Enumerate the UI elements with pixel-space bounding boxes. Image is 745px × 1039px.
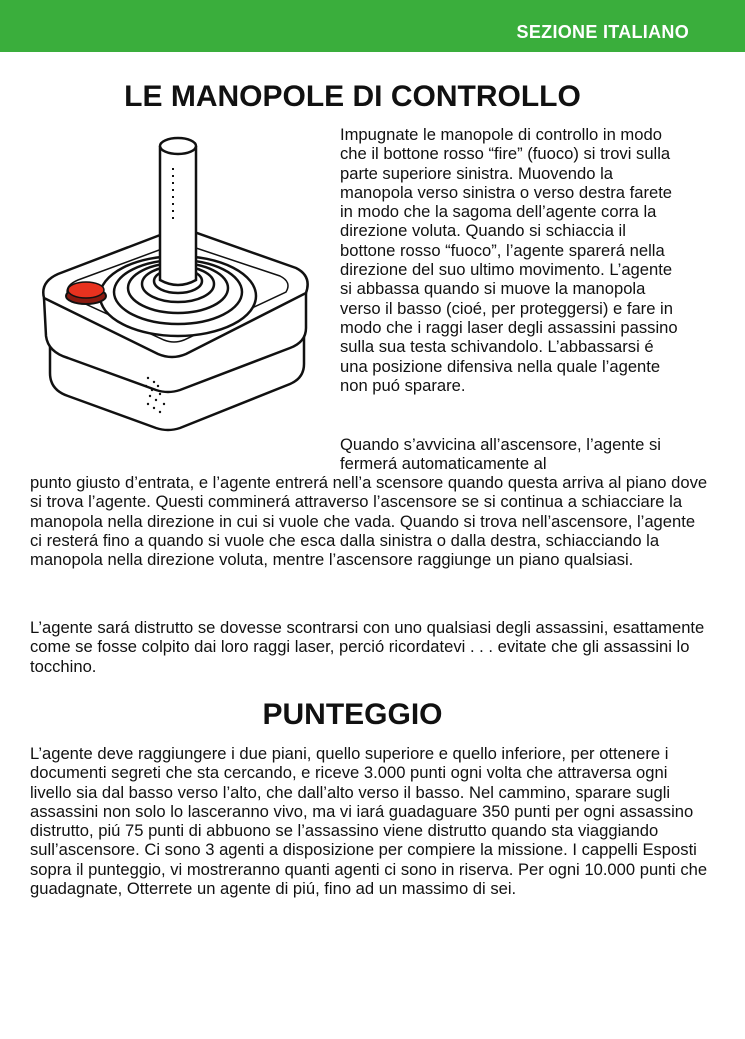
fire-button-icon xyxy=(68,282,104,298)
scoring-paragraph: L’agente deve raggiungere i due piani, quello superiore e quello inferiore, per ottenere i documenti segreti che sta cercando, e riceve 3.000 punti ogni volta che attraversa ogni livello sia dal basso verso l’alto, che dall’alto verso il basso. Nel cammino, sparare sugli assassini non solo lo lasceranno vivo, ma vi iará guadaguare 350 punti per ogni assassino distrutto, piú 75 punti di abbuono se l’assassino viene distrutto quando sta viaggiando sull’ascensore. Ci sono 3 agenti a disposizione per compiere la missione. I cappelli Esposti sopra il punteggio, vi mostreranno quanti agenti ci sono in riserva. Per ogni 10.000 punti che guadagnate, Otterrete un agente di piú, fino ad un massimo di sei. xyxy=(30,744,708,899)
scoring-title: PUNTEGGIO xyxy=(262,698,443,731)
controls-paragraph-2-start: Quando s’avvicina all’ascensore, l’agente si fermerá automaticamente al xyxy=(340,435,661,474)
controls-paragraph-2-rest: punto giusto d’entrata, e l’agente entrerá nell’a scensore quando questa arriva al piano dove si trova l’agente. Questi comminerá attraverso l’ascensore se si continua a schiacciare la manopola nella direzione in cui si vuole che vada. Quando si trova nell’ascensore, l’agente ci resterá fino a quando si vuole che esca dalla sinistra o dalla destra, schiacciando la manopola nella direzione voluta, mentre l’ascensore raggiunge un piano qualsiasi. xyxy=(30,473,708,570)
section-banner xyxy=(0,0,745,52)
section-label: SEZIONE ITALIANO xyxy=(516,22,689,42)
controls-paragraph-1: Impugnate le manopole di controllo in modo che il bottone rosso “fire” (fuoco) si trovi sulla parte superiore sinistra. Muovendo la manopola verso sinistra o verso destra farete in modo che la sagoma dell’agente corra la direzione voluta. Quando si schiaccia il bottone rosso “fuoco”, l’agente sparerá nella direzione del suo ultimo movimento. L’agente si abbassa quando si muove la manopola verso il basso (cioé, per proteggersi) e fare in modo che i raggi laser degli assassini passino sulla sua testa schivandolo. L’abbassarsi é una posizione difensiva nella quale l’agente non puó sparare. xyxy=(340,125,678,395)
controls-paragraph-3: L’agente sará distrutto se dovesse scontrarsi con uno qualsiasi degli assassini, esattamente come se fosse colpito dai loro raggi laser, perció ricordatevi . . . evitate che gli assassini lo tocchino. xyxy=(30,618,705,676)
joystick-illustration xyxy=(28,128,328,458)
controls-title: LE MANOPOLE DI CONTROLLO xyxy=(124,80,581,113)
